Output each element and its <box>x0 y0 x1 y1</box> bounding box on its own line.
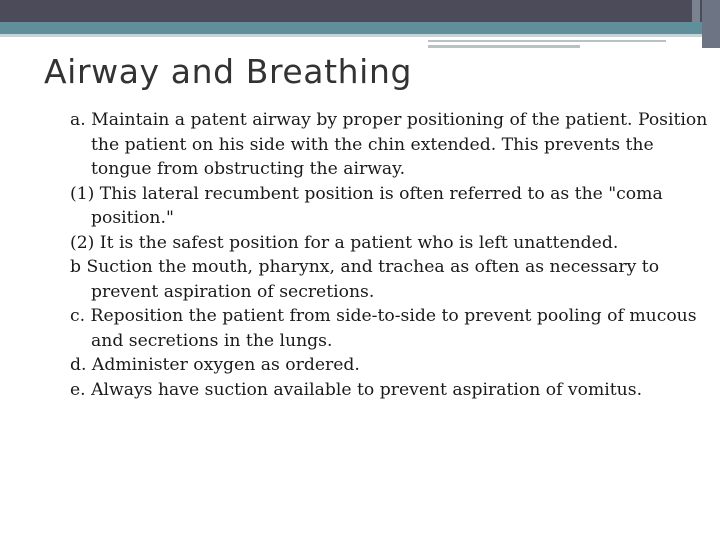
accent-band <box>0 22 720 34</box>
paragraph-e: e. Always have suction available to prevent aspiration of vomitus. <box>70 379 643 400</box>
decorative-line-short <box>428 45 580 48</box>
paragraph-b: b Suction the mouth, pharynx, and trachea as often as necessary to prevent aspiration of secretions. <box>70 257 660 302</box>
slide-title: Airway and Breathing <box>44 52 413 91</box>
paragraph-2: (2) It is the safest position for a patient who is left unattended. <box>70 232 619 253</box>
paragraph-a: a. Maintain a patent airway by proper positioning of the patient. Position the patient on his side with the chin extended. This prevents the tongue from obstructing the airway. <box>70 110 708 179</box>
decorative-line <box>428 40 666 42</box>
accent-band-light <box>0 34 720 37</box>
paragraph-d: d. Administer oxygen as ordered. <box>70 355 360 375</box>
top-bar <box>0 0 720 22</box>
corner-accent-block <box>702 0 720 48</box>
corner-accent <box>692 0 700 22</box>
paragraph-c: c. Reposition the patient from side-to-side to prevent pooling of mucous and secretions in the lungs. <box>70 306 697 351</box>
paragraph-1: (1) This lateral recumbent position is often referred to as the "coma position." <box>70 183 663 228</box>
content-list <box>70 108 710 402</box>
